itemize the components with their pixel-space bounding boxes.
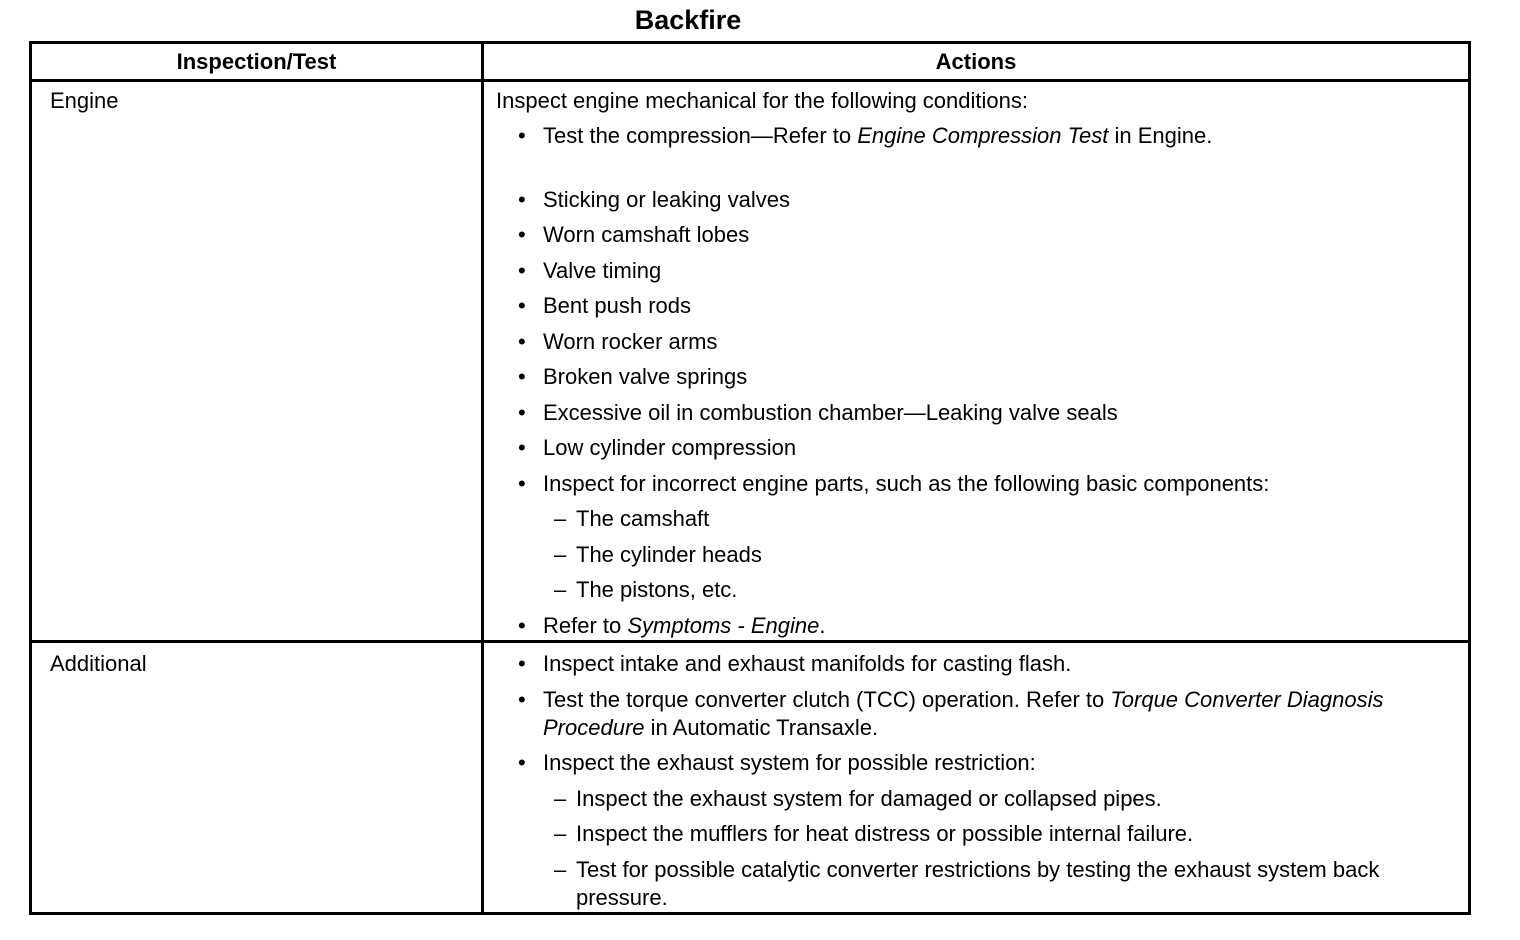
list-item: • Valve timing xyxy=(518,257,662,283)
reference-symptoms-engine[interactable]: Symptoms - Engine xyxy=(627,612,820,638)
bullet-icon: • xyxy=(518,470,526,496)
dash-icon: – xyxy=(554,856,567,882)
dash-icon: – xyxy=(554,821,567,846)
list-item: • Broken valve springs xyxy=(518,364,748,389)
engine-intro: Inspect engine mechanical for the following conditions: xyxy=(496,88,1028,113)
header-actions: Actions xyxy=(935,49,1017,74)
bullet-icon: • xyxy=(518,328,526,354)
dash-icon: – xyxy=(554,577,567,602)
list-item: • Inspect intake and exhaust manifolds for casting flash. xyxy=(518,651,1072,676)
list-item: • Inspect for incorrect engine parts, such as the following basic components: xyxy=(518,470,1270,496)
backfire-table xyxy=(29,41,1471,915)
list-item: • Bent push rods xyxy=(518,293,691,318)
dash-icon: – xyxy=(554,785,567,811)
row-label-engine: Engine xyxy=(50,88,119,113)
bullet-icon: • xyxy=(518,257,526,283)
list-item: • Test the compression—Refer to Engine Compression Test in Engine. xyxy=(518,123,1213,148)
list-item: • Excessive oil in combustion chamber—Leaking valve seals xyxy=(518,399,1118,425)
sub-list-item: – The pistons, etc. xyxy=(554,577,738,602)
list-item: • Low cylinder compression xyxy=(518,435,797,460)
bullet-icon: • xyxy=(518,612,526,638)
sub-list-item: – Inspect the exhaust system for damaged or collapsed pipes. xyxy=(554,785,1162,811)
list-item: • Refer to Symptoms - Engine. xyxy=(518,612,826,638)
bullet-icon: • xyxy=(518,399,526,425)
bullet-icon: • xyxy=(518,123,526,148)
row-label-additional: Additional xyxy=(50,651,147,676)
reference-engine-compression-test[interactable]: Engine Compression Test xyxy=(857,123,1109,148)
reference-torque-converter-diagnosis[interactable]: Torque Converter Diagnosis Procedure xyxy=(543,686,1384,740)
bullet-icon: • xyxy=(518,750,526,775)
additional-actions-cell xyxy=(496,650,1456,919)
list-item: • Test the torque converter clutch (TCC) operation. Refer to Torque Converter Diagnosis Procedure in Automatic Transaxle. xyxy=(518,686,1384,740)
page-title: Backfire xyxy=(634,5,742,35)
bullet-icon: • xyxy=(518,222,526,247)
bullet-icon: • xyxy=(518,686,526,712)
list-item: • Worn rocker arms xyxy=(518,328,718,354)
list-item: • Worn camshaft lobes xyxy=(518,222,750,247)
list-item: • Inspect the exhaust system for possible restriction: xyxy=(518,750,1036,775)
sub-list-item: – Test for possible catalytic converter restrictions by testing the exhaust system back pressure. xyxy=(554,856,1380,910)
bullet-icon: • xyxy=(518,651,526,676)
engine-actions-cell xyxy=(496,87,1456,647)
bullet-icon: • xyxy=(518,435,526,460)
sub-list-item: – The cylinder heads xyxy=(554,541,762,567)
list-item: • Sticking or leaking valves xyxy=(518,186,791,212)
bullet-icon: • xyxy=(518,364,526,389)
sub-list-item: – Inspect the mufflers for heat distress or possible internal failure. xyxy=(554,821,1194,846)
header-divider xyxy=(32,79,1468,82)
sub-list-item: – The camshaft xyxy=(554,506,710,531)
dash-icon: – xyxy=(554,506,567,531)
bullet-icon: • xyxy=(518,186,526,212)
dash-icon: – xyxy=(554,541,567,567)
column-divider xyxy=(481,44,484,912)
header-inspection-test: Inspection/Test xyxy=(176,49,337,74)
bullet-icon: • xyxy=(518,293,526,318)
